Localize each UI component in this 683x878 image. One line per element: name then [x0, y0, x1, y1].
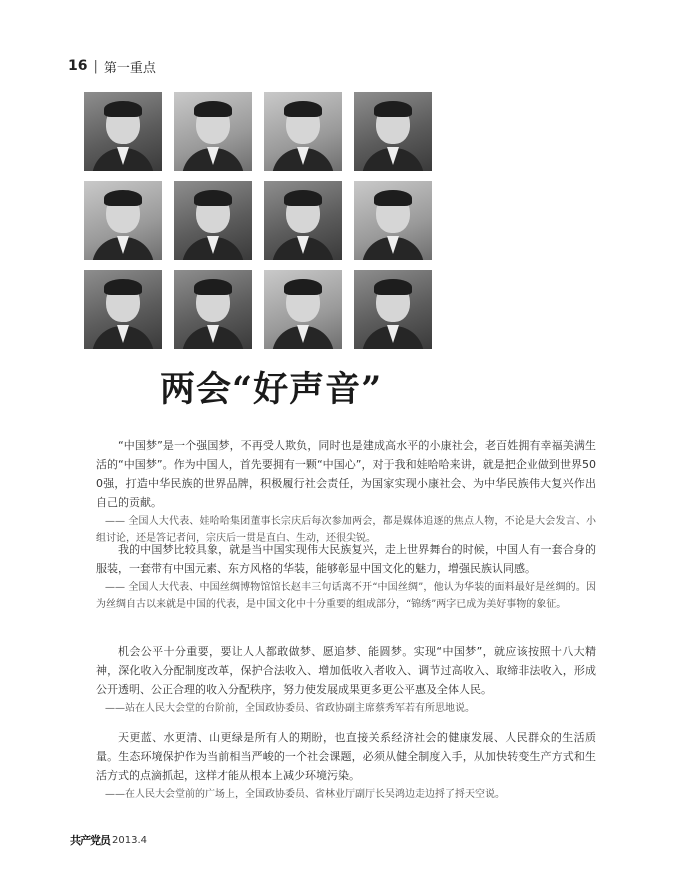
quote-block: [96, 728, 596, 803]
portrait-photo: [264, 92, 342, 171]
issue-number: 2013.4: [112, 834, 147, 846]
page-header: [68, 57, 156, 75]
portrait-photo: [174, 181, 252, 260]
portrait-photo: [264, 181, 342, 260]
section-title: 第一重点: [103, 60, 156, 76]
quote-attribution: ——站在人民大会堂的台阶前，全国政协委员、省政协副主席蔡秀军若有所思地说。: [105, 703, 475, 714]
portrait-photo: [354, 92, 432, 171]
quote-text: 机会公平十分重要，要让人人都敢做梦、愿追梦、能圆梦。实现“中国梦”，就应该按照十八大精神，深化收入分配制度改革，保护合法收入、增加低收入者收入、调节过高收入、取缔非法收入，形成公开透明、公正合理的收入分配秩序，努力使发展成果更多更公平惠及全体人民。: [96, 645, 596, 696]
quote-block: [96, 540, 596, 613]
magazine-logo: 共产党员: [70, 834, 110, 847]
portrait-grid: [84, 92, 432, 349]
portrait-photo: [84, 270, 162, 349]
portrait-photo: [174, 270, 252, 349]
header-separator: |: [93, 58, 98, 74]
article-title: 两会“好声音”: [160, 369, 383, 410]
quote-block: [96, 436, 596, 547]
portrait-photo: [264, 270, 342, 349]
portrait-photo: [354, 270, 432, 349]
quote-text: 天更蓝、水更清、山更绿是所有人的期盼，也直接关系经济社会的健康发展、人民群众的生活质量。生态环境保护作为当前相当严峻的一个社会课题，必须从健全制度入手，从加快转变生产方式和生活方式的点滴抓起，这样才能从根本上减少环境污染。: [96, 731, 596, 782]
quote-attribution: —— 全国人大代表、中国丝绸博物馆馆长赵丰三句话离不开“中国丝绸”，他认为华装的面料最好是丝绸的。因为丝绸自古以来就是中国的代表，是中国文化中十分重要的组成部分，“锦绣”两字已成为美好事物的象征。: [96, 582, 596, 610]
quote-text: “中国梦”是一个强国梦，不再受人欺负，同时也是建成高水平的小康社会，老百姓拥有幸福美满生活的“中国梦”。作为中国人，首先要拥有一颗“中国心”，对于我和娃哈哈来讲，就是把企业做到世界500强，打造中华民族的世界品牌，积极履行社会责任，为国家实现小康社会、为中华民族伟大复兴作出自己的贡献。: [96, 439, 596, 509]
portrait-photo: [354, 181, 432, 260]
portrait-photo: [84, 181, 162, 260]
quote-attribution: —— 全国人大代表、娃哈哈集团董事长宗庆后每次参加两会，都是媒体追逐的焦点人物，不论是大会发言、小组讨论，还是答记者问，宗庆后一贯是直白、生动，还很尖锐。: [96, 516, 596, 544]
page-footer: [70, 833, 147, 847]
quote-text: 我的中国梦比较具象，就是当中国实现伟大民族复兴，走上世界舞台的时候，中国人有一套合身的服装，一套带有中国元素、东方风格的华装，能够彰显中国文化的魅力，增强民族认同感。: [96, 543, 596, 575]
quote-block: [96, 642, 596, 717]
portrait-photo: [174, 92, 252, 171]
portrait-photo: [84, 92, 162, 171]
quote-attribution: ——在人民大会堂前的广场上，全国政协委员、省林业厅副厅长吴鸿边走边捋了捋天空说。: [105, 789, 505, 800]
page-number: 16: [68, 58, 88, 74]
